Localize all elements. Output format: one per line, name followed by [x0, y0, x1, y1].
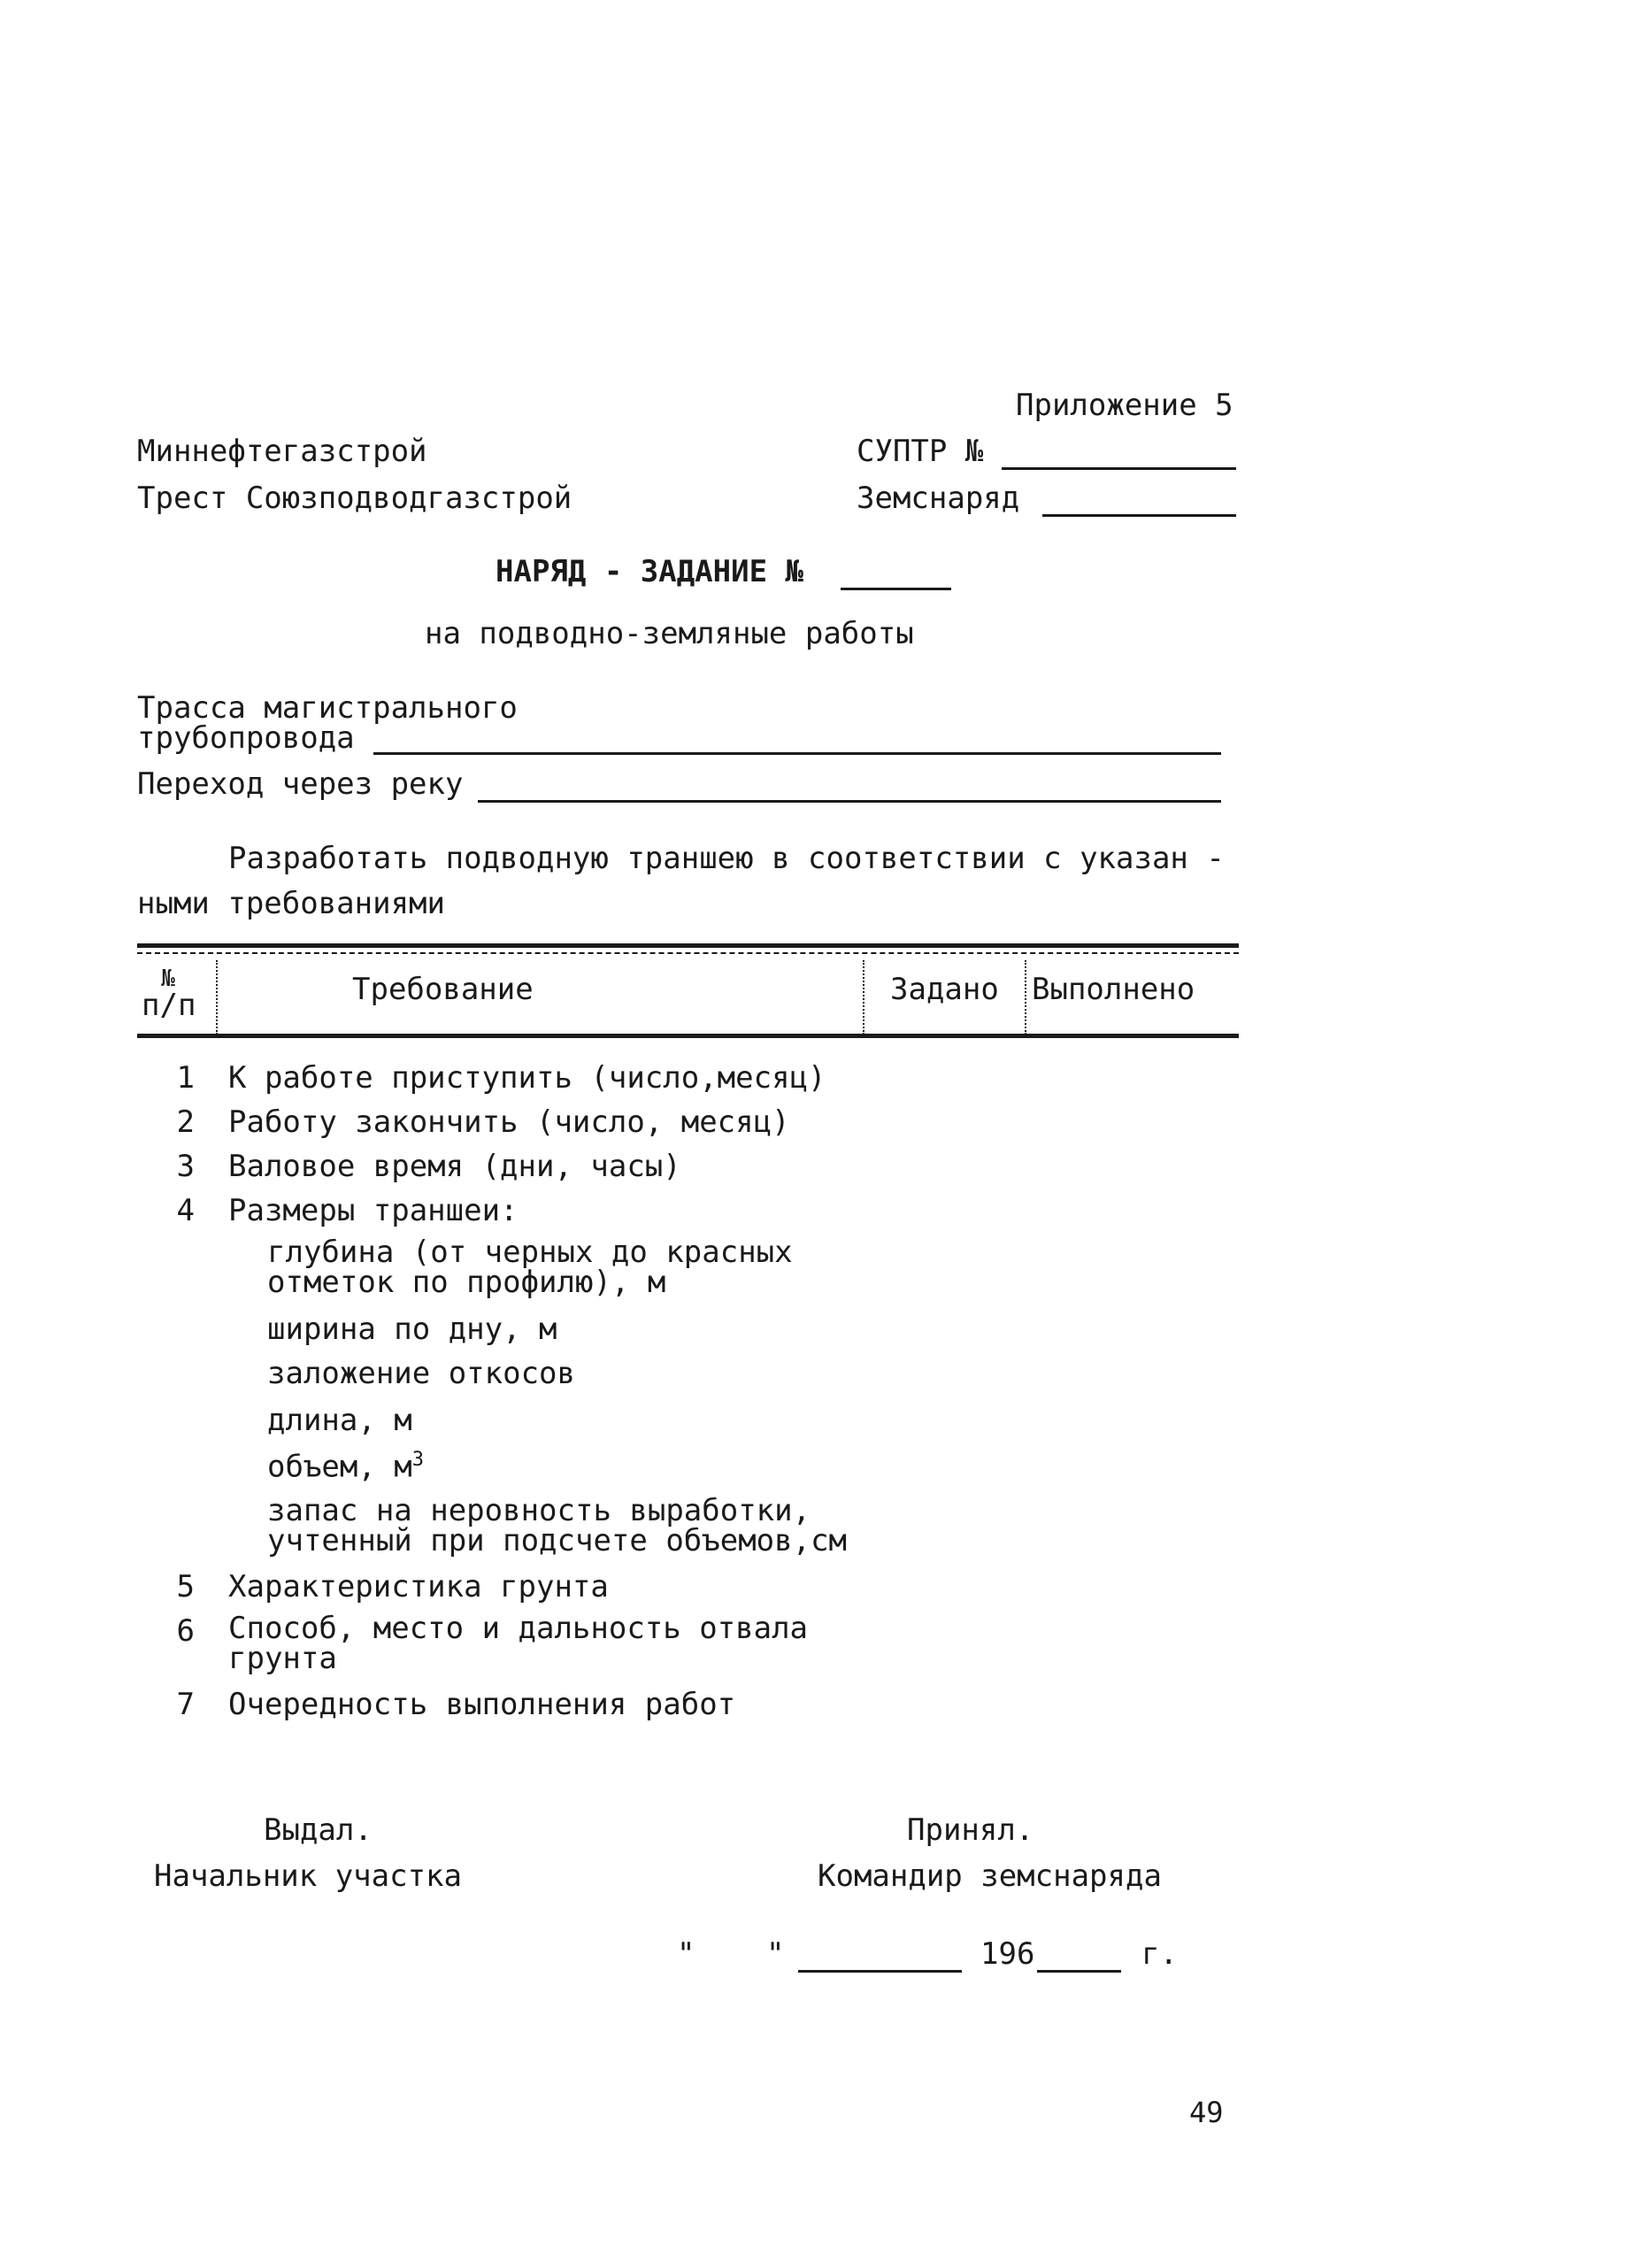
header-separator-2 [863, 960, 864, 1035]
header-planned: Задано [890, 972, 999, 1007]
row-1-number: 1 [176, 1060, 195, 1096]
table-header-bottom-rule [137, 1034, 1239, 1038]
subrow-volume [267, 1449, 424, 1484]
row-6-text-line1: Способ, место и дальность отвала [228, 1611, 809, 1646]
header-done: Выполнено [1032, 972, 1195, 1007]
row-2-number: 2 [176, 1104, 195, 1140]
row-4-number: 4 [176, 1193, 195, 1228]
subrow-slope: заложение откосов [267, 1356, 575, 1391]
row-6-number: 6 [176, 1613, 195, 1649]
row-3-text: Валовое время (дни, часы) [228, 1149, 681, 1184]
header-separator-1 [216, 960, 218, 1035]
crossing-field[interactable] [478, 775, 1221, 803]
row-6-text [228, 1611, 809, 1676]
header-requirement: Требование [352, 972, 534, 1007]
header-number-sign: № [161, 966, 175, 992]
row-7-text: Очередность выполнения работ [228, 1687, 736, 1722]
row-5-text: Характеристика грунта [228, 1569, 609, 1604]
ministry-name: Миннефтегазстрой [137, 434, 427, 469]
appendix-label: Приложение 5 [1016, 388, 1233, 423]
row-4-text: Размеры траншеи: [228, 1193, 519, 1228]
subrow-volume-sup: 3 [411, 1449, 425, 1471]
row-5-number: 5 [176, 1569, 195, 1604]
date-year-field[interactable] [1037, 1945, 1121, 1973]
header-separator-3 [1025, 960, 1026, 1035]
issued-label: Выдал. [264, 1812, 373, 1848]
route-field[interactable] [373, 727, 1221, 755]
route-label-line2: трубопровода [137, 720, 355, 756]
header-number [142, 966, 196, 1023]
row-6-text-line2: грунта [228, 1641, 337, 1676]
date-quote-open: " [677, 1936, 695, 1972]
header-number-pp: п/п [142, 988, 196, 1023]
document-subtitle: на подводно-земляные работы [425, 616, 914, 651]
table-top-rule [137, 943, 1239, 948]
subrow-depth [267, 1235, 793, 1300]
subrow-reserve [267, 1493, 848, 1558]
subrow-volume-text: объем, м [267, 1449, 412, 1485]
route-label-line1: Трасса магистрального [137, 690, 518, 726]
date-month-field[interactable] [798, 1945, 962, 1973]
suptr-field[interactable] [1002, 442, 1236, 470]
received-label: Принял. [907, 1812, 1034, 1848]
row-2-text: Работу закончить (число, месяц) [228, 1104, 790, 1140]
instruction-line2: ными требованиями [137, 886, 445, 921]
date-day-field[interactable] [699, 1943, 761, 1968]
row-7-number: 7 [176, 1687, 195, 1722]
subrow-depth-line2: отметок по профилю), м [267, 1265, 666, 1300]
subrow-length: длина, м [267, 1403, 412, 1438]
row-3-number: 3 [176, 1149, 195, 1184]
subrow-reserve-line2: учтенный при подсчете объемов,см [267, 1523, 848, 1558]
issued-by-title: Начальник участка [154, 1858, 462, 1894]
subrow-reserve-line1: запас на неровность выработки, [267, 1493, 811, 1528]
suptr-label: СУПТР № [857, 434, 984, 469]
date-quote-close: " [766, 1936, 785, 1972]
subrow-width: ширина по дну, м [267, 1312, 557, 1347]
subrow-depth-line1: глубина (от черных до красных [267, 1235, 793, 1270]
dredger-field[interactable] [1042, 489, 1236, 517]
dredger-label: Земснаряд [857, 481, 1020, 516]
trust-name: Трест Союзподводгазстрой [137, 481, 572, 516]
document-number-field[interactable] [841, 563, 951, 590]
date-year-suffix: г. [1141, 1936, 1178, 1972]
instruction-line1: Разработать подводную траншею в соответствии с указан - [228, 841, 1225, 876]
row-1-text: К работе приступить (число,месяц) [228, 1060, 826, 1096]
table-top-rule-dashed [137, 952, 1239, 954]
date-year-prefix: 196 [980, 1936, 1035, 1972]
received-by-title: Командир земснаряда [818, 1858, 1162, 1894]
document-title: НАРЯД - ЗАДАНИЕ № [496, 554, 803, 589]
crossing-label: Переход через реку [137, 766, 464, 802]
page-number: 49 [1189, 2096, 1224, 2129]
